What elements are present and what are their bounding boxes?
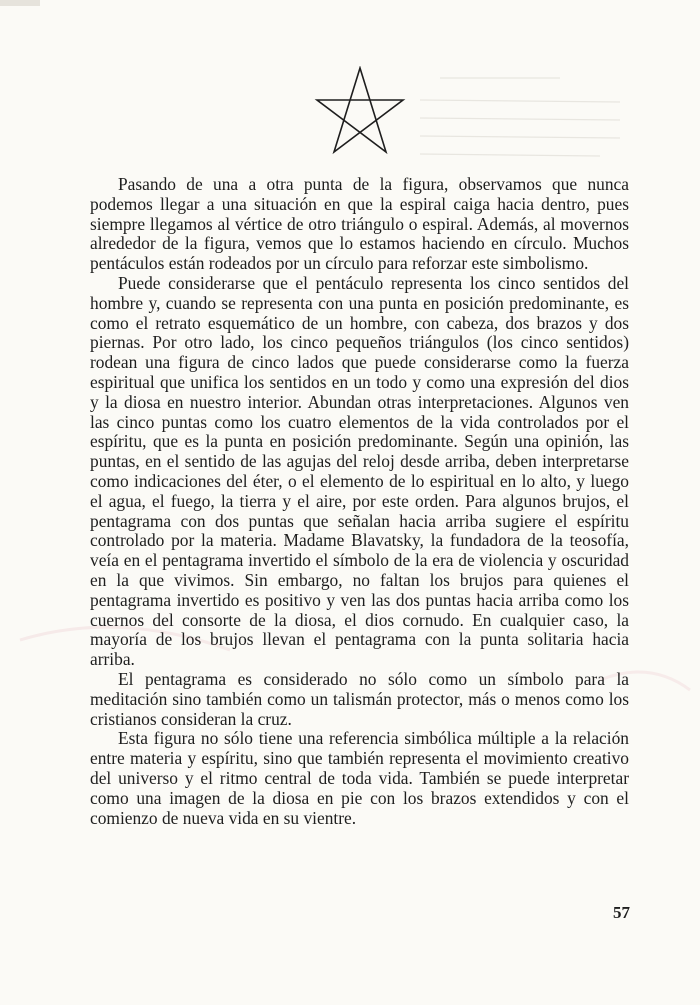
page-number: 57 [613, 903, 630, 922]
paragraph-2: Puede considerarse que el pentáculo representa los cinco sentidos del hombre y, cuando se representa con una punta en posición predominante, es como el retrato esquemático de un hombre, con cabeza, dos brazos y dos piernas. Por otro lado, los cinco pequeños triángulos (los cinco sentidos) rodean una figura de cinco lados que puede considerarse como la fuerza espiritual que unifica los sentidos en un todo y como una expresión del dios y la diosa en nuestro interior. Abundan otras interpretaciones. Algunos ven las cinco puntas como los cuatro elementos de la vida controlados por el espíritu, que es la punta en posición predominante. Según una opinión, las puntas, en el sentido de las agujas del reloj desde arriba, deben interpretarse como indicaciones del éter, o el elemento de lo espiritual en lo alto, y luego el agua, el fuego, la tierra y el aire, por este orden. Para algunos brujos, el pentagrama con dos puntas que señalan hacia arriba sugiere el espíritu controlado por la materia. Madame Blavatsky, la fundadora de la teosofía, veía en el pentagrama invertido el símbolo de la era de violencia y oscuridad en la que vivimos. Sin embargo, no faltan los brujos para quienes el pentagrama invertido es positivo y ven las dos puntas hacia arriba como los cuernos del consorte de la diosa, el dios cornudo. En cualquier caso, la mayoría de los brujos llevan el pentagrama con la punta solitaria hacia arriba. [90, 272, 629, 670]
paragraph-3: El pentagrama es considerado no sólo como un símbolo para la meditación sino también como un talismán protector, más o menos como los cristianos consideran la cruz. [90, 668, 629, 729]
paragraph-1: Pasando de una a otra punta de la figura, observamos que nunca podemos llegar a una situación en que la espiral caiga hacia dentro, pues siempre llegamos al vértice de otro triángulo o espiral. Además, al movernos alrededor de la figura, vemos que lo estamos haciendo en círculo. Muchos pentáculos están rodeados por un círculo para reforzar este simbolismo. [90, 174, 629, 274]
pentagram-icon [313, 66, 407, 156]
paragraph-4: Esta figura no sólo tiene una referencia simbólica múltiple a la relación entre materia y espíritu, sino que también representa el movimiento creativo del universo y el ritmo central de toda vida. También se puede interpretar como una imagen de la diosa en pie con los brazos extendidos y con el comienzo de nueva vida en su vientre. [90, 728, 629, 828]
body-text [90, 175, 629, 828]
